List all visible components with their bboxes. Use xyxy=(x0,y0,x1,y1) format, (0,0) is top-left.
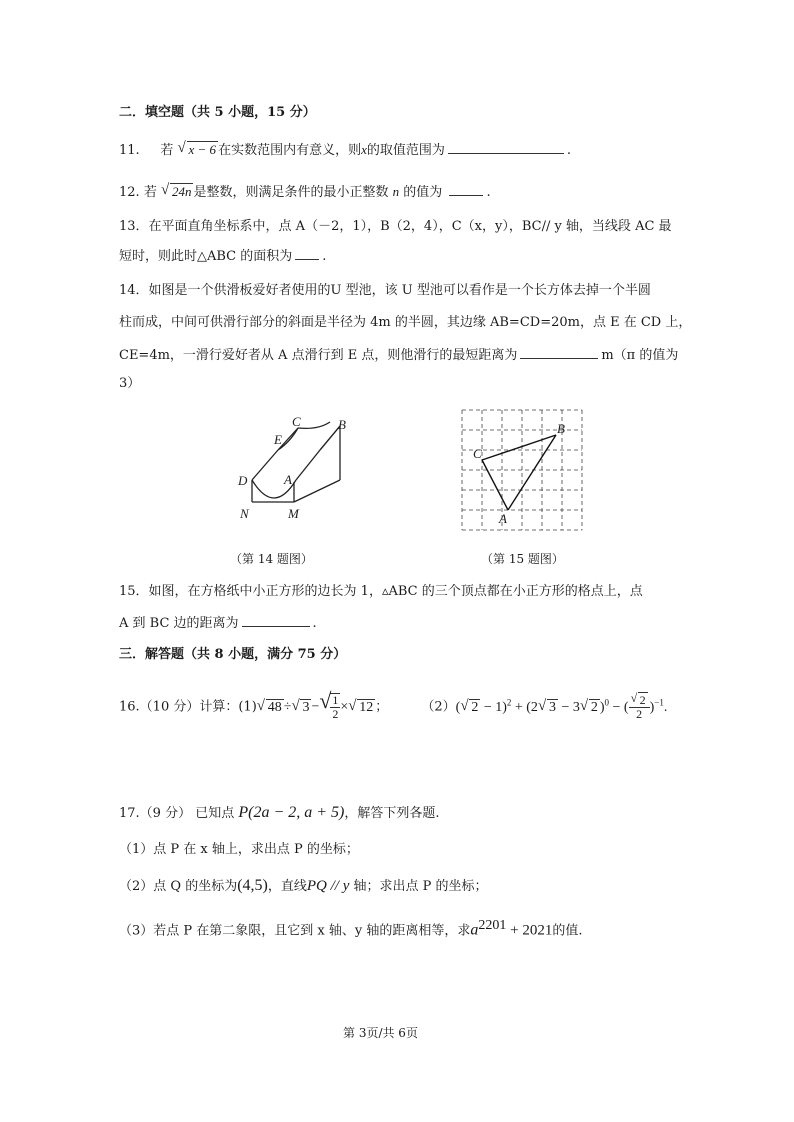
question-text: 的取值范围为 xyxy=(366,143,445,158)
fig14-label-c: C xyxy=(292,414,301,429)
question-text: 若 xyxy=(160,143,174,158)
fig14-label-b: B xyxy=(338,417,346,432)
separator: ； xyxy=(375,699,389,715)
sqrt-expression: √ 24n xyxy=(160,182,192,199)
fig14-back-arc xyxy=(298,422,330,428)
sqrt-half: √ $\frac{1}{2}$ xyxy=(319,688,339,722)
question-label: 16.（10 分）计算： xyxy=(119,699,239,715)
sqrt-48: √ 48 xyxy=(256,697,282,715)
exponent: 2201 xyxy=(478,918,507,933)
fig14-label-e: E xyxy=(274,432,282,447)
question-text: 是整数，则满足条件的最小正整数 xyxy=(193,185,389,200)
question-text: （2）点 Q 的坐标为 xyxy=(119,879,238,894)
fig14-edge-dc xyxy=(252,450,278,480)
question-label: 17.（9 分） 已知点 xyxy=(119,806,235,821)
section-heading: 三．解答题（共 8 小题，满分 75 分） xyxy=(119,647,347,662)
figure-15-grid-triangle xyxy=(460,408,584,534)
point-expression: P(2a − 2, a + 5) xyxy=(238,804,345,821)
question-17-part3 xyxy=(119,916,582,941)
sqrt-12: √ 12 xyxy=(348,697,374,715)
question-17-part2 xyxy=(119,876,488,897)
answer-blank[interactable] xyxy=(448,139,564,154)
question-14-line4: 3） xyxy=(119,376,141,391)
period: . xyxy=(566,143,572,158)
question-text: 的值为 xyxy=(403,185,443,200)
answer-blank[interactable] xyxy=(295,245,319,260)
operator: ÷ xyxy=(283,699,292,715)
question-13-line2 xyxy=(119,245,326,267)
question-text: 轴；求出点 P 的坐标； xyxy=(353,879,488,894)
operator: × xyxy=(340,699,349,715)
question-16 xyxy=(119,688,667,722)
period: . xyxy=(486,185,491,200)
variable-a: a xyxy=(470,921,479,939)
question-14-line2: 柱而成，中间可供滑行部分的斜面是半径为 4m 的半圆，其边缘 AB=CD=20m，点 E 在 CD 上， xyxy=(119,315,692,330)
figure-15-caption: （第 15 题图） xyxy=(481,552,564,566)
variable: n xyxy=(392,184,400,199)
fig15-label-a: A xyxy=(499,511,507,526)
sqrt-3: √ 3 xyxy=(291,697,310,715)
figure-14-u-pool xyxy=(230,412,370,524)
fig14-edge-ab xyxy=(296,450,320,480)
section-heading: 二．填空题（共 5 小题，15 分） xyxy=(119,105,316,120)
question-15-line1: 15．如图，在方格纸中小正方形的边长为 1，▵ABC 的三个顶点都在小正方形的格点上，点 xyxy=(119,584,643,599)
question-text: m（π 的值为 xyxy=(601,348,679,363)
variable: x xyxy=(361,142,367,157)
question-text: 的值. xyxy=(552,923,583,939)
question-number: 11. xyxy=(119,143,140,158)
fig14-edge xyxy=(294,480,340,502)
question-17-intro xyxy=(119,803,440,824)
answer-blank[interactable] xyxy=(242,612,310,627)
fig15-triangle xyxy=(482,435,556,510)
period: . xyxy=(322,249,327,264)
question-text: ，解答下列各题. xyxy=(344,806,440,821)
question-14-line1: 14．如图是一个供滑板爱好者使用的U 型池，该 U 型池可以看作是一个长方体去掉一个半圆 xyxy=(119,283,651,298)
fig15-label-c: C xyxy=(473,446,482,461)
point-q: (4,5) xyxy=(237,877,268,894)
fig14-label-a: A xyxy=(284,472,292,487)
part-label: （2） xyxy=(421,699,456,715)
question-text: 若 xyxy=(143,185,157,200)
figure-14-caption: （第 14 题图） xyxy=(230,552,313,566)
question-15-line2 xyxy=(119,612,317,634)
expression-tail: + 2021 xyxy=(506,922,553,939)
page-footer: 第 3页/共 6页 xyxy=(343,1026,418,1040)
fig14-label-d: D xyxy=(238,473,248,488)
answer-blank[interactable] xyxy=(449,181,483,196)
question-number: 12. xyxy=(119,185,140,200)
fig14-label-n: N xyxy=(240,506,249,521)
answer-blank[interactable] xyxy=(520,344,598,359)
question-13-line1: 13．在平面直角坐标系中，点 A（－2，1），B（2，4），C（x，y），BC// y 轴，当线段 AC 最 xyxy=(119,219,672,234)
operator: − xyxy=(311,699,320,715)
fig14-label-m: M xyxy=(288,506,299,521)
question-11 xyxy=(119,139,571,161)
question-text: ，直线 xyxy=(267,879,307,894)
fig15-label-b: B xyxy=(557,421,565,436)
question-text: （3）若点 P 在第二象限，且它到 x 轴、y 轴的距离相等，求 xyxy=(119,923,471,939)
question-12 xyxy=(119,181,491,203)
line-pq: PQ // y xyxy=(306,878,350,894)
expression-2: ( √ 2 − 1)$^2$ + (2 √ 3 − 3 √ 2 )$^0$ − ( √ 2 2 )$^{-1}$. xyxy=(455,690,668,721)
fig14-edge xyxy=(320,426,340,450)
question-text: A 到 BC 边的距离为 xyxy=(119,616,239,631)
question-text: 在实数范围内有意义，则 xyxy=(218,143,362,158)
part-label: (1) xyxy=(238,699,257,715)
question-text: CE=4m，一滑行爱好者从 A 点滑行到 E 点，则他滑行的最短距离为 xyxy=(119,348,518,363)
question-14-line3 xyxy=(119,344,678,366)
question-17-part1: （1）点 P 在 x 轴上，求出点 P 的坐标； xyxy=(119,842,359,857)
question-text: 短时，则此时△ABC 的面积为 xyxy=(119,249,293,264)
period: . xyxy=(312,616,317,631)
sqrt-expression: √ x − 6 xyxy=(177,140,217,157)
